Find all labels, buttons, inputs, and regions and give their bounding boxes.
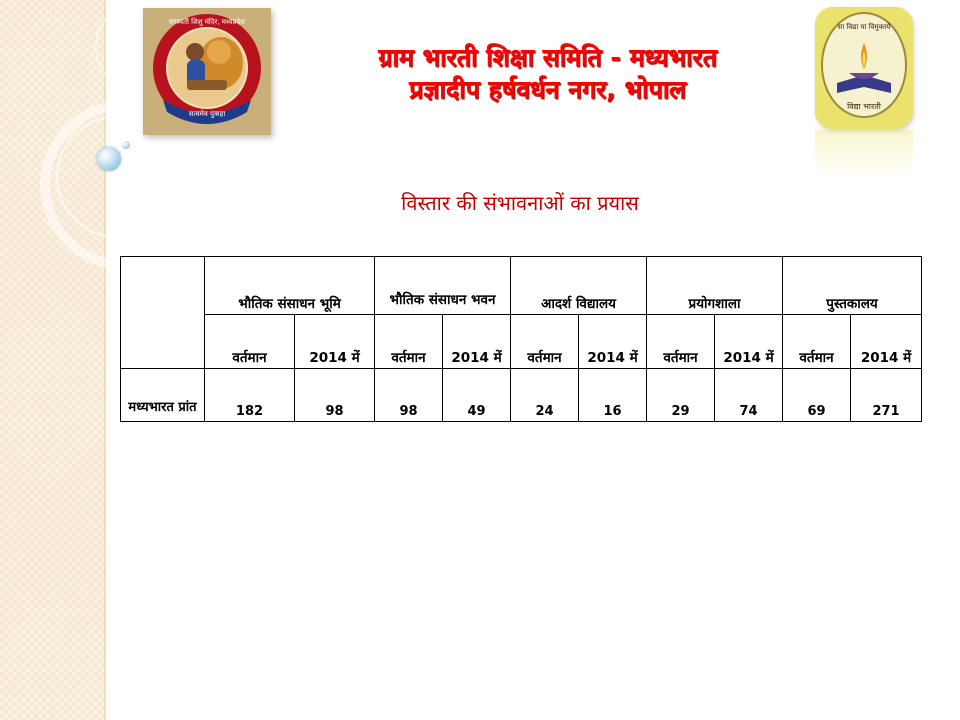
subheader-current: वर्तमान — [783, 315, 851, 369]
subheader-target: 2014 में — [295, 315, 375, 369]
row-header-corner — [121, 257, 205, 369]
table-cell: 74 — [715, 369, 783, 422]
subheader-current: वर्तमान — [647, 315, 715, 369]
table-cell: 16 — [579, 369, 647, 422]
logo-right-motto: सा विद्या या विमुक्तये — [837, 23, 891, 31]
header-title-line-2: प्रज्ञादीप हर्षवर्धन नगर, भोपाल — [408, 75, 686, 104]
table-row — [121, 369, 922, 422]
decorative-bubble — [97, 147, 121, 171]
vidya-bharati-logo — [815, 7, 913, 129]
column-header-library: पुस्तकालय — [783, 257, 922, 315]
row-label: मध्यभारत प्रांत — [121, 369, 205, 422]
table-cell: 69 — [783, 369, 851, 422]
column-header-building: भौतिक संसाधन भवन — [375, 257, 511, 315]
slide-subtitle: विस्तार की संभावनाओं का प्रयास — [401, 191, 639, 215]
subheader-target: 2014 में — [715, 315, 783, 369]
header-title — [280, 42, 815, 106]
table-cell: 271 — [851, 369, 922, 422]
decorative-bubble — [122, 141, 130, 149]
column-header-model-school: आदर्श विद्यालय — [511, 257, 647, 315]
header-title-line-1: ग्राम भारती शिक्षा समिति - मध्यभारत — [378, 43, 717, 72]
table-cell: 182 — [205, 369, 295, 422]
logo-reflection — [815, 130, 913, 180]
expansion-data-table — [120, 256, 922, 422]
logo-right-name: विद्या भारती — [847, 102, 881, 111]
column-header-laboratory: प्रयोगशाला — [647, 257, 783, 315]
saraswati-shishu-mandir-logo — [143, 8, 271, 135]
subheader-target: 2014 में — [443, 315, 511, 369]
table-cell: 98 — [295, 369, 375, 422]
subheader-target: 2014 में — [851, 315, 922, 369]
subheader-current: वर्तमान — [205, 315, 295, 369]
subheader-target: 2014 में — [579, 315, 647, 369]
subheader-current: वर्तमान — [375, 315, 443, 369]
logo-left-ring-text: सरस्वती शिशु मंदिर, मध्यप्रदेश — [168, 18, 246, 26]
table-cell: 24 — [511, 369, 579, 422]
table-cell: 98 — [375, 369, 443, 422]
table-cell: 49 — [443, 369, 511, 422]
column-header-land: भौतिक संसाधन भूमि — [205, 257, 375, 315]
logo-left-motto: सत्यमेव पुत्राहा — [188, 110, 226, 118]
table-cell: 29 — [647, 369, 715, 422]
subheader-current: वर्तमान — [511, 315, 579, 369]
